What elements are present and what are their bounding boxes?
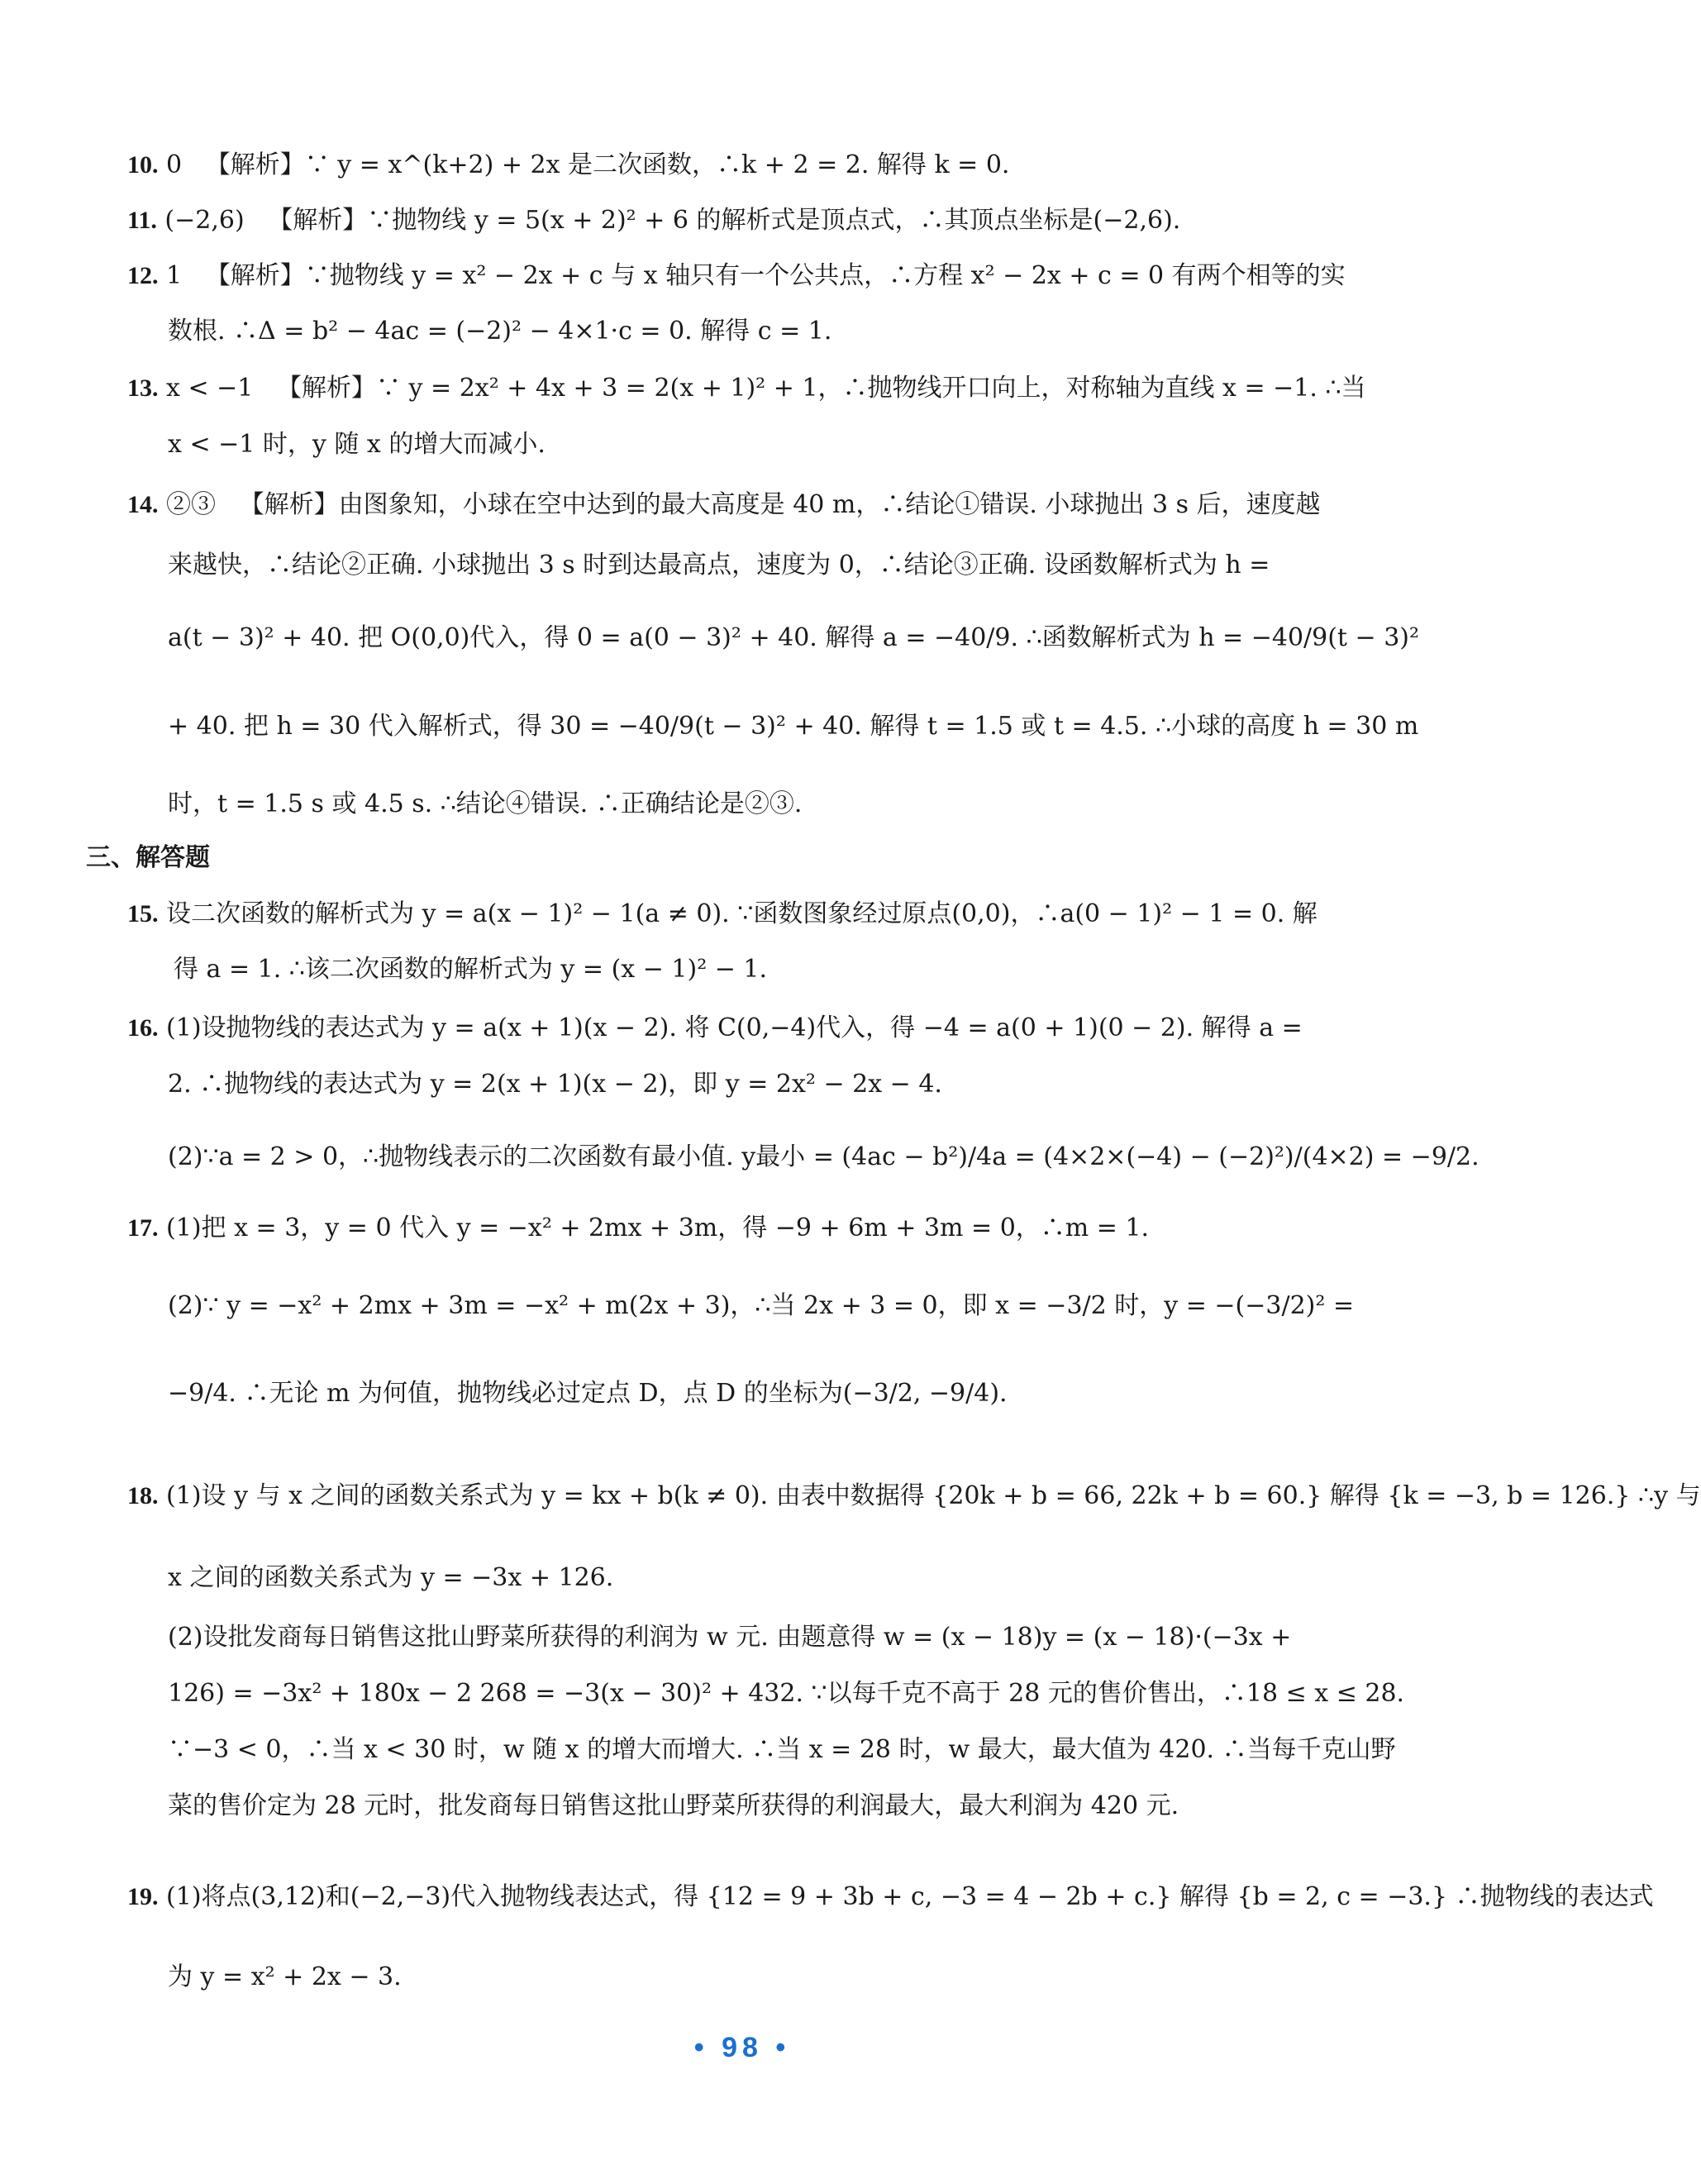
q12-tag: 【解析】 [205,261,305,290]
q18-line-4: 126) = −3x² + 180x − 2 268 = −3(x − 30)² + 432. ∵以每千克不高于 28 元的售价售出，∴18 ≤ x ≤ 28. [168,1679,1405,1708]
q15-text-1: 设二次函数的解析式为 y = a(x − 1)² − 1(a ≠ 0). ∵函数图象经过原点(0,0)，∴a(0 − 1)² − 1 = 0. 解 [166,899,1317,928]
q13-number: 13. [127,374,159,402]
q12-number: 12. [127,262,159,289]
q14-line-5: 时，t = 1.5 s 或 4.5 s. ∴结论④错误. ∴正确结论是②③. [168,789,803,818]
q16-number: 16. [127,1014,159,1042]
q12-text-1: ∵抛物线 y = x² − 2x + c 与 x 轴只有一个公共点，∴方程 x² − 2x + c = 0 有两个相等的实 [304,261,1346,290]
q16-line-1 [127,1012,1303,1045]
q17-number: 17. [127,1214,159,1242]
q13-line-2: x < −1 时，y 随 x 的增大而减小. [168,430,546,459]
q12-line-1 [127,260,1346,293]
q10-answer: 0 [166,150,183,179]
q18-line-3: (2)设批发商每日销售这批山野菜所获得的利润为 w 元. 由题意得 w = (x − 18)y = (x − 18)·(−3x + [168,1623,1292,1652]
q18-line-6: 菜的售价定为 28 元时，批发商每日销售这批山野菜所获得的利润最大，最大利润为 420 元. [168,1791,1179,1820]
q14-text-1: 由图象知，小球在空中达到的最大高度是 40 m，∴结论①错误. 小球抛出 3 s 后，速度越 [338,490,1321,519]
q11-answer: (−2,6) [164,206,245,235]
page-number-value: 98 [722,2032,763,2063]
q18-text-1: (1)设 y 与 x 之间的函数关系式为 y = kx + b(k ≠ 0). 由表中数据得 {20k + b = 66, 22k + b = 60.} 解得 {k = −3, b = 126.} ∴y 与 [166,1481,1701,1510]
q19-text-1: (1)将点(3,12)和(−2,−3)代入抛物线表达式，得 {12 = 9 + 3b + c, −3 = 4 − 2b + c.} 解得 {b = 2, c = −3.} ∴抛物线的表达式 [166,1882,1654,1911]
q19-line-2: 为 y = x² + 2x − 3. [168,1962,402,1991]
q18-line-5: ∵−3 < 0，∴当 x < 30 时，w 随 x 的增大而增大. ∴当 x = 28 时，w 最大，最大值为 420. ∴当每千克山野 [168,1735,1396,1764]
q17-line-3: −9/4. ∴无论 m 为何值，抛物线必过定点 D，点 D 的坐标为(−3/2, −9/4). [168,1379,1008,1408]
q16-line-3: (2)∵a = 2 > 0，∴抛物线表示的二次函数有最小值. y最小 = (4ac − b²)/4a = (4×2×(−4) − (−2)²)/(4×2) = −9/2. [168,1142,1479,1171]
page-number-dot-left: • [693,2032,709,2063]
q16-line-2: 2. ∴抛物线的表达式为 y = 2(x + 1)(x − 2)，即 y = 2x² − 2x − 4. [168,1070,942,1099]
q11-tag: 【解析】 [268,206,368,235]
q10-line [127,149,1009,182]
q17-text-1: (1)把 x = 3，y = 0 代入 y = −x² + 2mx + 3m，得 −9 + 6m + 3m = 0，∴m = 1. [166,1214,1150,1242]
q14-number: 14. [127,491,159,518]
q11-text: ∵抛物线 y = 5(x + 2)² + 6 的解析式是顶点式，∴其顶点坐标是(−2,6). [367,206,1181,235]
q12-answer: 1 [166,261,183,290]
q16-text-1: (1)设抛物线的表达式为 y = a(x + 1)(x − 2). 将 C(0,−4)代入，得 −4 = a(0 + 1)(0 − 2). 解得 a = [166,1013,1303,1042]
q14-line-3: a(t − 3)² + 40. 把 O(0,0)代入，得 0 = a(0 − 3)² + 40. 解得 a = −40/9. ∴函数解析式为 h = −40/9(t − 3)² [168,623,1420,652]
q18-line-1 [127,1480,1701,1513]
q15-line-1 [127,898,1317,931]
q17-line-1 [127,1212,1149,1245]
q10-tag: 【解析】 [205,150,305,179]
q14-tag: 【解析】 [239,490,339,519]
q13-line-1 [127,372,1366,405]
q19-line-1 [127,1881,1654,1914]
q18-number: 18. [127,1482,159,1509]
q14-answer: ②③ [166,490,217,519]
q19-number: 19. [127,1883,159,1910]
q13-tag: 【解析】 [277,374,377,403]
q11-number: 11. [127,207,157,234]
q15-number: 15. [127,900,159,927]
q14-line-4: + 40. 把 h = 30 代入解析式，得 30 = −40/9(t − 3)² + 40. 解得 t = 1.5 或 t = 4.5. ∴小球的高度 h = 30 m [168,712,1419,741]
section-title: 三、解答题 [86,843,210,872]
q17-line-2: (2)∵ y = −x² + 2mx + 3m = −x² + m(2x + 3)，∴当 2x + 3 = 0，即 x = −3/2 时，y = −(−3/2)² = [168,1291,1355,1320]
q11-line [127,204,1180,237]
q10-number: 10. [127,151,159,179]
q15-line-2: 得 a = 1. ∴该二次函数的解析式为 y = (x − 1)² − 1. [174,955,768,984]
q13-answer: x < −1 [166,374,254,403]
q12-line-2: 数根. ∴Δ = b² − 4ac = (−2)² − 4×1·c = 0. 解得 c = 1. [168,317,832,346]
q14-line-2: 来越快，∴结论②正确. 小球抛出 3 s 时到达最高点，速度为 0，∴结论③正确. 设函数解析式为 h = [168,551,1270,579]
page-number-dot-right: • [775,2032,791,2063]
q10-text: ∵ y = x^(k+2) + 2x 是二次函数，∴k + 2 = 2. 解得 k = 0. [304,150,1010,179]
q14-line-1 [127,489,1321,522]
page-number [0,2032,1484,2064]
q13-text-1: ∵ y = 2x² + 4x + 3 = 2(x + 1)² + 1，∴抛物线开口向上，对称轴为直线 x = −1. ∴当 [376,374,1366,403]
q18-line-2: x 之间的函数关系式为 y = −3x + 126. [168,1563,614,1592]
